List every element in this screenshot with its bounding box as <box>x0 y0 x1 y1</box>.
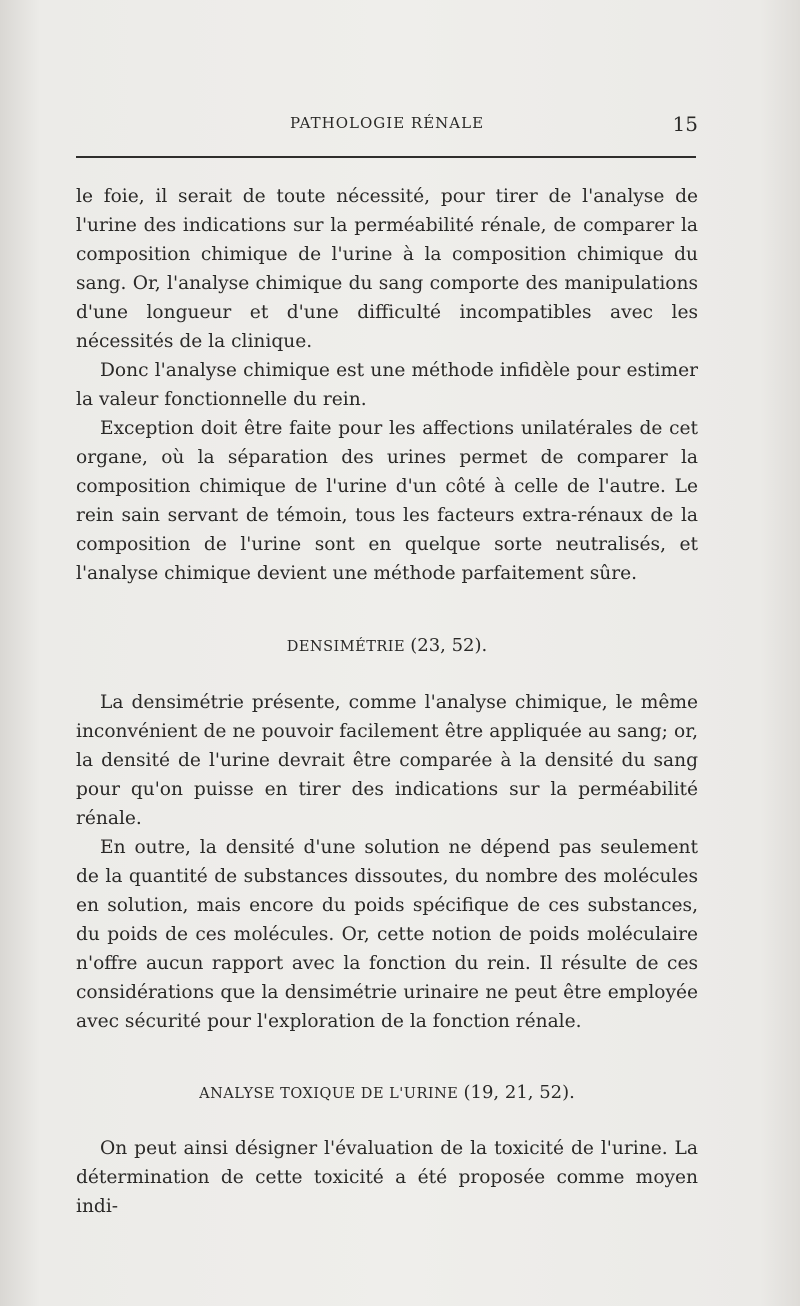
section-heading-refs: (19, 21, 52). <box>463 1082 575 1103</box>
section-heading-densimetrie <box>76 635 698 656</box>
paragraph: Donc l'analyse chimique est une méthode infidèle pour estimer la valeur fonctionnelle du rein. <box>76 360 698 410</box>
text-block-3 <box>76 1134 698 1221</box>
page-number: 15 <box>672 112 698 136</box>
paragraph: La densimétrie présente, comme l'analyse chimique, le même inconvénient de ne pouvoir facilement être appliquée au sang; or, la densité de l'urine devrait être comparée à la densité du sang pour qu'on puisse en tirer des indications sur la perméabilité rénale. <box>76 692 698 829</box>
running-title: PATHOLOGIE RÉNALE <box>289 114 485 132</box>
section-heading-analyse-toxique <box>76 1082 698 1103</box>
paragraph: En outre, la densité d'une solution ne dépend pas seulement de la quantité de substances dissoutes, du nombre des molécules en solution, mais encore du poids spécifique de ces substances, du poids de ces molécules. Or, cette notion de poids moléculaire n'offre aucun rapport avec la fonction du rein. Il résulte de ces considérations que la densimétrie urinaire ne peut être employée avec sécurité pour l'exploration de la fonction rénale. <box>76 837 698 1032</box>
paragraph: le foie, il serait de toute nécessité, pour tirer de l'analyse de l'urine des indications sur la perméabilité rénale, de comparer la composition chimique de l'urine à la composition chimique du sang. Or, l'analyse chimique du sang comporte des manipulations d'une longueur et d'une difficulté incompatibles avec les nécessités de la clinique. <box>76 186 698 352</box>
section-heading-refs: (23, 52). <box>410 635 488 656</box>
running-head <box>76 114 698 142</box>
header-rule <box>76 156 696 158</box>
section-heading-title: DENSIMÉTRIE <box>286 639 406 655</box>
section-heading-title: ANALYSE TOXIQUE DE L'URINE <box>199 1086 459 1102</box>
paragraph: On peut ainsi désigner l'évaluation de la toxicité de l'urine. La détermination de cette toxicité a été proposée comme moyen indi- <box>76 1138 698 1217</box>
text-block-2 <box>76 688 698 1036</box>
paragraph: Exception doit être faite pour les affections unilatérales de cet organe, où la séparation des urines permet de comparer la composition chimique de l'urine d'un côté à celle de l'autre. Le rein sain servant de témoin, tous les facteurs extra-rénaux de la composition de l'urine sont en quelque sorte neutralisés, et l'analyse chimique devient une méthode parfaitement sûre. <box>76 418 698 584</box>
text-block-1 <box>76 182 698 588</box>
